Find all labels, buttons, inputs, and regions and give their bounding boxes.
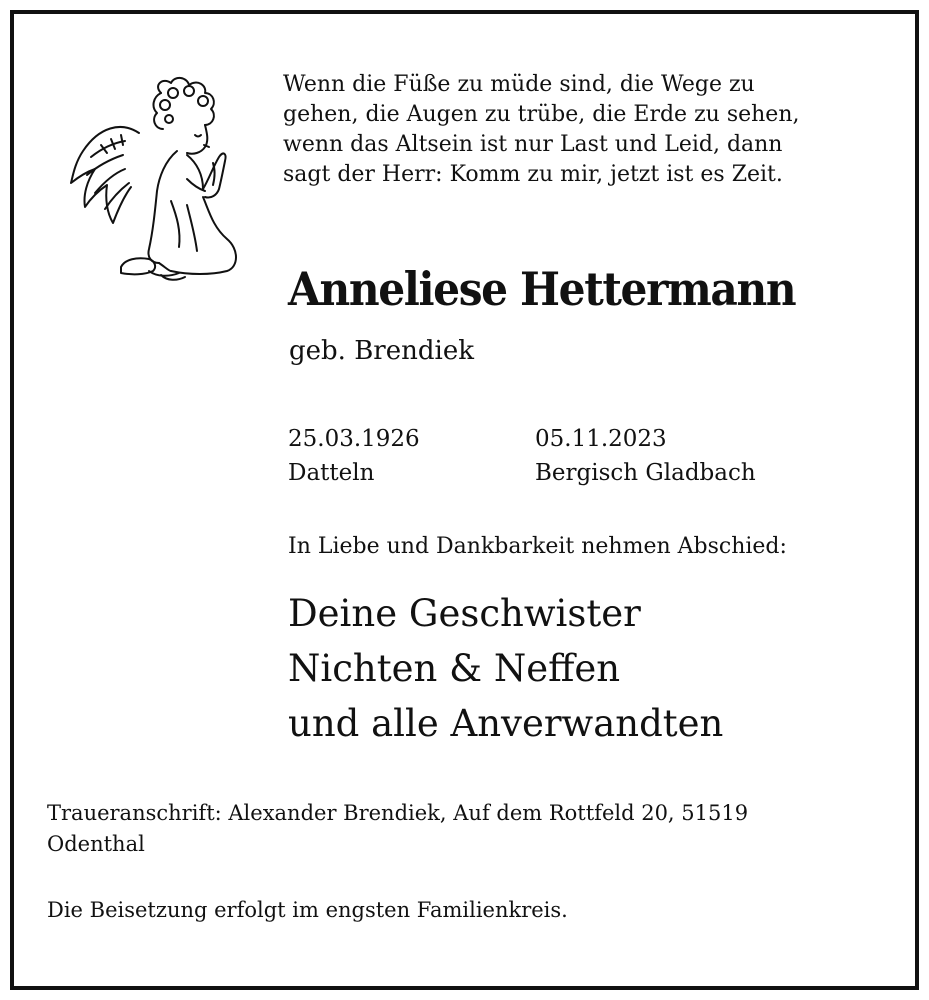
death-place: Bergisch Gladbach (535, 460, 756, 486)
praying-angel-icon (61, 71, 246, 286)
poem-line: gehen, die Augen zu trübe, die Erde zu sehen, (283, 102, 800, 127)
mourner-line: Deine Geschwister (288, 592, 641, 635)
mourning-address (47, 798, 867, 860)
mourners (288, 586, 723, 751)
address-line: Traueranschrift: Alexander Brendiek, Auf dem Rottfeld 20, 51519 (47, 801, 749, 825)
deceased-name: Anneliese Hettermann (288, 262, 796, 316)
farewell-line: In Liebe und Dankbarkeit nehmen Abschied: (288, 534, 787, 559)
birth-place: Datteln (288, 460, 375, 486)
mourner-line: und alle Anverwandten (288, 702, 724, 745)
poem (283, 70, 883, 190)
death-date: 05.11.2023 (535, 426, 667, 452)
poem-line: Wenn die Füße zu müde sind, die Wege zu (283, 72, 755, 97)
birth-date: 25.03.1926 (288, 426, 420, 452)
burial-note: Die Beisetzung erfolgt im engsten Familienkreis. (47, 898, 568, 922)
poem-line: wenn das Altsein ist nur Last und Leid, dann (283, 132, 783, 157)
address-line: Odenthal (47, 832, 145, 856)
obituary-notice (10, 10, 919, 990)
poem-line: sagt der Herr: Komm zu mir, jetzt ist es Zeit. (283, 162, 783, 187)
mourner-line: Nichten & Neffen (288, 647, 621, 690)
birth-info (288, 422, 420, 490)
birth-name: geb. Brendiek (289, 336, 474, 366)
death-info (535, 422, 756, 490)
